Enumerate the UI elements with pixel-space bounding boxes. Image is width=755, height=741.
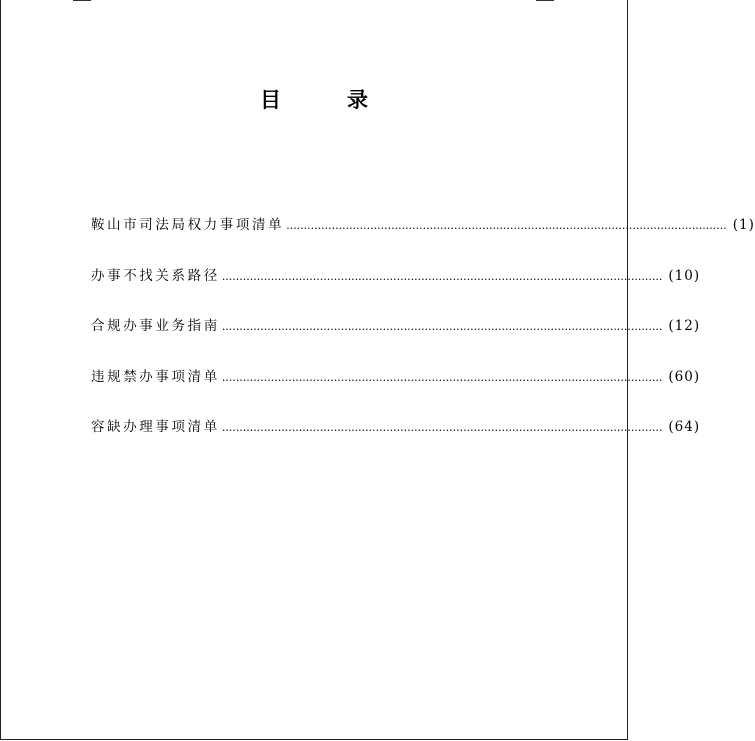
toc-entry-label: 合规办事业务指南 [91,318,220,334]
title-char-second: 录 [347,87,368,112]
toc-entry[interactable] [91,213,755,264]
toc-entry[interactable] [91,415,701,466]
toc-entry-label: 违规禁办事项清单 [91,368,220,385]
toc-leader-dots: .............................................................................................................................. [221,370,663,384]
page-title [1,84,627,114]
toc-entry-page: (60) [668,368,701,385]
toc-entry[interactable] [91,314,701,365]
toc-entry-page: (12) [668,318,701,334]
title-char-first: 目 [260,87,281,112]
table-of-contents [91,213,755,466]
toc-leader-dots: .............................................................................................................................. [221,269,663,283]
toc-leader-dots: .............................................................................................................................. [221,320,663,333]
toc-leader-dots: .............................................................................................................................. [286,219,727,232]
toc-entry-label: 鞍山市司法局权力事项清单 [91,217,285,233]
toc-entry-label: 容缺办理事项清单 [91,419,220,435]
toc-entry-page: (1) [732,217,755,233]
toc-entry-page: (64) [668,419,701,435]
page-corner-mark-left [73,0,91,1]
toc-entry[interactable] [91,264,701,315]
page-corner-mark-right [536,0,554,1]
toc-entry[interactable] [91,365,701,416]
toc-entry-label: 办事不找关系路径 [91,267,220,284]
toc-entry-page: (10) [668,267,701,284]
toc-leader-dots: .............................................................................................................................. [221,421,663,434]
